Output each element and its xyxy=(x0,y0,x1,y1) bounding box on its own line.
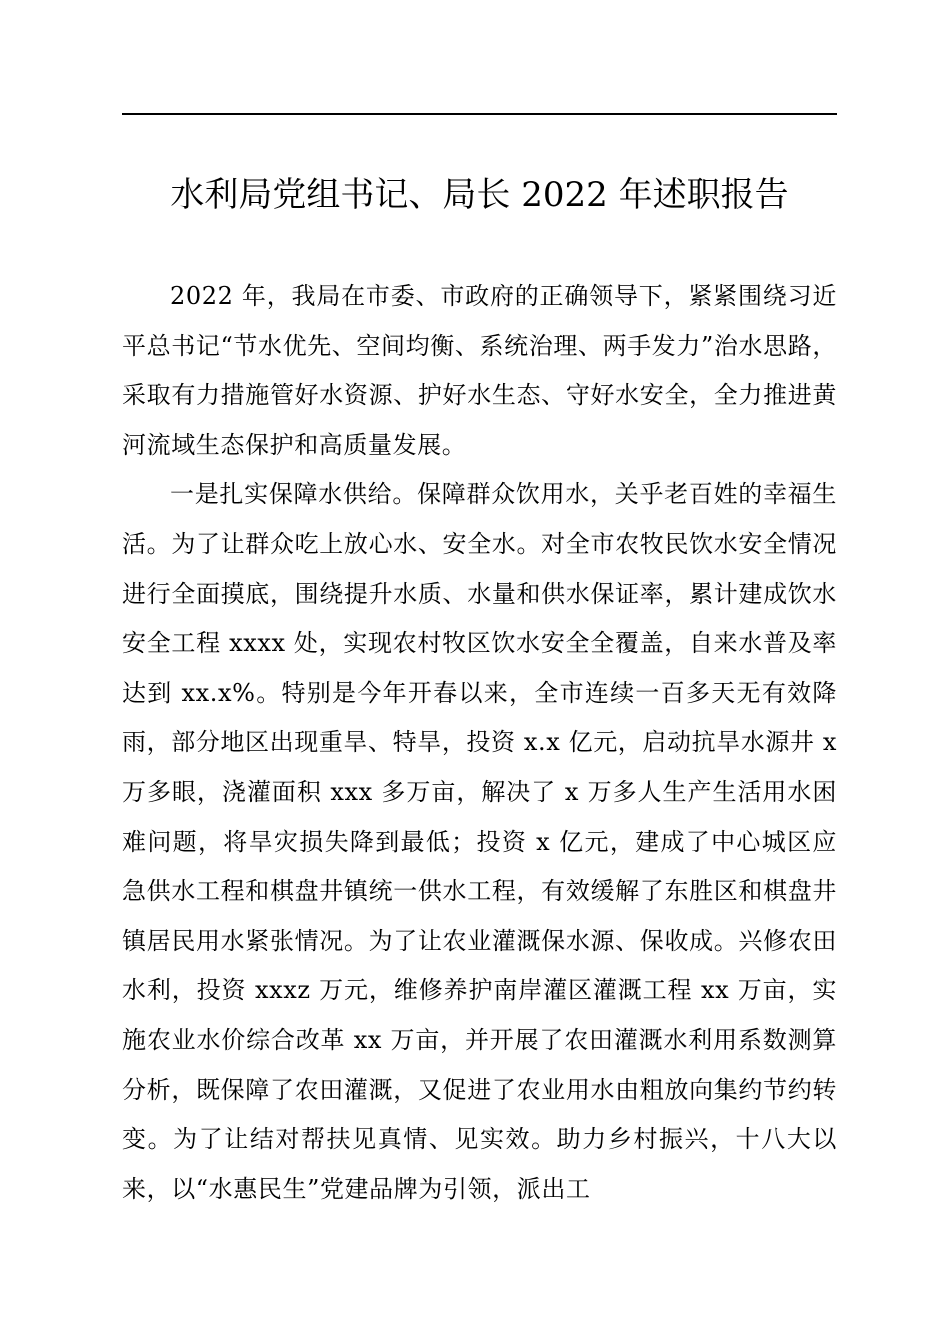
document-body xyxy=(122,272,837,1214)
header-rule xyxy=(122,113,837,115)
intro-paragraph: 2022 年，我局在市委、市政府的正确领导下，紧紧围绕习近平总书记“节水优先、空间均衡、系统治理、两手发力”治水思路，采取有力措施管好水资源、护好水生态、守好水安全，全力推进黄河流域生态保护和高质量发展。 xyxy=(122,282,837,459)
document-title: 水利局党组书记、局长 2022 年述职报告 xyxy=(170,175,789,215)
section-one-paragraph: 一是扎实保障水供给。保障群众饮用水，关乎老百姓的幸福生活。为了让群众吃上放心水、安全水。对全市农牧民饮水安全情况进行全面摸底，围绕提升水质、水量和供水保证率，累计建成饮水安全工程 xxxx 处，实现农村牧区饮水安全全覆盖，自来水普及率达到 xx.x%。特别是今年开春以来，全市连续一百多天无有效降雨，部分地区出现重旱、特旱，投资 x.x 亿元，启动抗旱水源井 x 万多眼，浇灌面积 xxx 多万亩，解决了 x 万多人生产生活用水困难问题，将旱灾损失降到最低；投资 x 亿元，建成了中心城区应急供水工程和棋盘井镇统一供水工程，有效缓解了东胜区和棋盘井镇居民用水紧张情况。为了让农业灌溉保水源、保收成。兴修农田水利，投资 xxxz 万元，维修养护南岸灌区灌溉工程 xx 万亩，实施农业水价综合改革 xx 万亩，并开展了农田灌溉水利用系数测算分析，既保障了农田灌溉，又促进了农业用水由粗放向集约节约转变。为了让结对帮扶见真情、见实效。助力乡村振兴，十八大以来，以“水惠民生”党建品牌为引领，派出工 xyxy=(122,480,837,1203)
